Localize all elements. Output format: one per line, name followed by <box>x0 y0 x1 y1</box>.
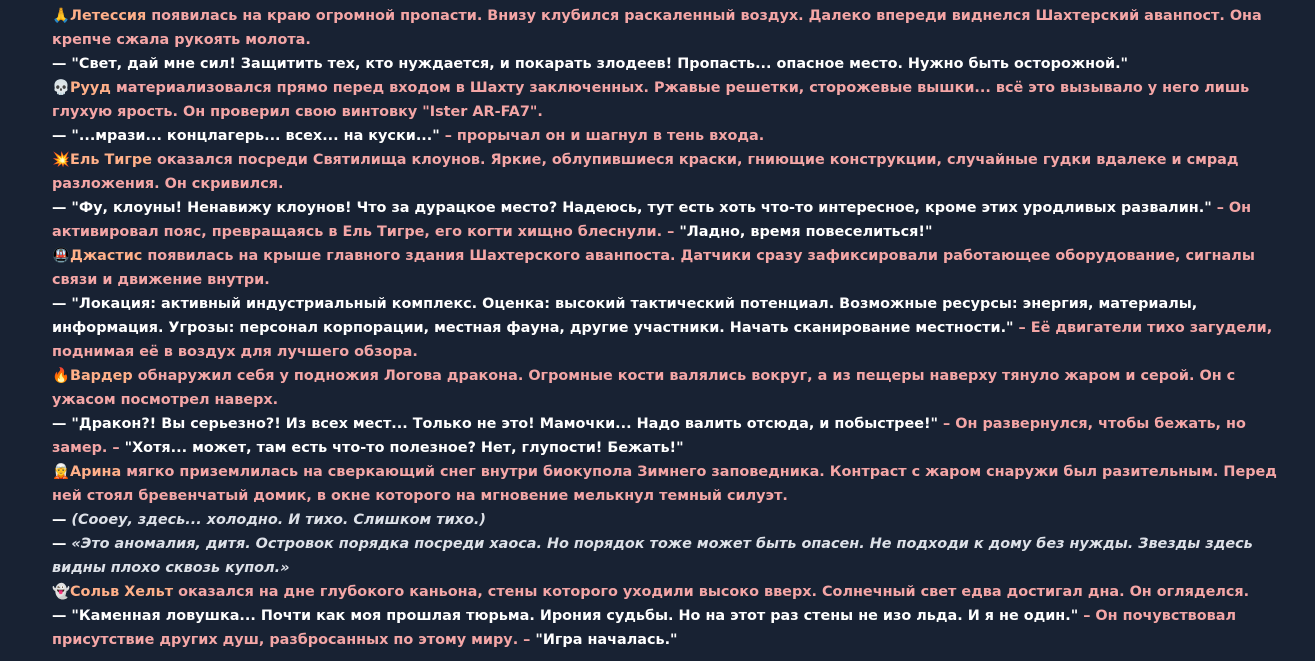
speech-text: — "...мрази... концлагерь... всех... на куски..." <box>52 128 440 144</box>
speech-text: — "Свет, дай мне сил! Защитить тех, кто нуждается, и покарать злодеев! Пропасть... опасное место. Нужно быть осторожной." <box>52 56 1129 72</box>
character-name: Летессия <box>70 8 147 24</box>
narration-text: обнаружил себя у подножия Логова дракона. Огромные кости валялись вокруг, а из пещеры наверху тянуло жаром и серой. Он с ужасом посмотрел наверх. <box>52 368 1236 408</box>
narration-text: – Он активировал пояс, превращаясь в Ель Тигре, его когти хищно блеснули. – <box>52 200 1252 240</box>
speech-text: — "Фу, клоуны! Ненавижу клоунов! Что за дурацкое место? Надеюсь, тут есть хоть что-то интересное, кроме этих уродливых развалин." <box>52 200 1212 216</box>
scrollbar[interactable] <box>1311 0 1315 661</box>
narration-text: появилась на крыше главного здания Шахтерского аванпоста. Датчики сразу зафиксировали работающее оборудование, сигналы связи и движение внутри. <box>52 248 1255 288</box>
elf-icon: 🧝 <box>52 464 70 480</box>
story-entry <box>52 76 1292 124</box>
story-entry <box>52 532 1292 580</box>
narration-text: – прорычал он и шагнул в тень входа. <box>439 128 765 144</box>
collision-icon: 💥 <box>52 152 70 168</box>
skull-icon: 💀 <box>52 80 70 96</box>
narration-text: появилась на краю огромной пропасти. Внизу клубился раскаленный воздух. Далеко впереди виднелся Шахтерский аванпост. Она крепче сжала рукоять молота. <box>52 8 1262 48</box>
story-entry <box>52 244 1292 292</box>
character-name: Арина <box>70 464 122 480</box>
story-entry <box>52 604 1292 652</box>
praying-hands-icon: 🙏 <box>52 8 70 24</box>
metro-icon: 🚇 <box>52 248 70 264</box>
ghost-icon: 👻 <box>52 584 70 600</box>
speech-text: "Игра началась." <box>535 632 678 648</box>
character-name: Джастис <box>70 248 143 264</box>
story-entry <box>52 52 1292 76</box>
narration-text: мягко приземлилась на сверкающий снег внутри биокупола Зимнего заповедника. Контраст с жаром снаружи был разительным. Перед ней стоял бревенчатый домик, в окне которого на мгновение мелькнул темный силуэт. <box>52 464 1277 504</box>
character-name: Рууд <box>70 80 111 96</box>
narration-text: оказался посреди Святилища клоунов. Яркие, облупившиеся краски, гниющие конструкции, случайные гудки вдалеке и смрад разложения. Он скривился. <box>52 152 1239 192</box>
character-name: Сольв Хельт <box>70 584 174 600</box>
story-entry <box>52 196 1292 244</box>
narration-text: – Он почувствовал присутствие других душ, разбросанных по этому миру. – <box>52 608 1237 648</box>
speech-text: — "Локация: активный индустриальный комплекс. Оценка: высокий тактический потенциал. Возможные ресурсы: энергия, материалы, информация. Угрозы: персонал корпорации, местная фауна, другие участники. Начать сканирование местности." <box>52 296 1198 336</box>
story-entry <box>52 364 1292 412</box>
thought-dash: — <box>52 512 72 528</box>
thought-dash: — <box>52 536 72 552</box>
character-name: Вардер <box>70 368 133 384</box>
narration-text: оказался на дне глубокого каньона, стены которого уходили высоко вверх. Солнечный свет едва достигал дна. Он огляделся. <box>178 584 1250 600</box>
story-entry <box>52 508 1292 532</box>
story-entry <box>52 124 1292 148</box>
story-entry <box>52 412 1292 460</box>
speech-text: "Ладно, время повеселиться!" <box>679 224 933 240</box>
narration-text: – Её двигатели тихо загудели, поднимая её в воздух для лучшего обзора. <box>52 320 1273 360</box>
story-log <box>52 4 1292 661</box>
story-entry <box>52 292 1292 364</box>
thought-text: (Сооеу, здесь... холодно. И тихо. Слишком тихо.) <box>71 512 486 528</box>
speech-text: "Хотя... может, там есть что-то полезное? Нет, глупости! Бежать!" <box>124 440 684 456</box>
thought-text: «Это аномалия, дитя. Островок порядка посреди хаоса. Но порядок тоже может быть опасен. Не подходи к дому без нужды. Звезды здесь видны плохо сквозь купол.» <box>52 536 1253 576</box>
story-entry <box>52 580 1292 604</box>
narration-text: – Он развернулся, чтобы бежать, но замер. – <box>52 416 1246 456</box>
story-entry <box>52 148 1292 196</box>
fire-icon: 🔥 <box>52 368 70 384</box>
story-entry <box>52 4 1292 52</box>
character-name: Ель Тигре <box>70 152 152 168</box>
speech-text: — "Дракон?! Вы серьезно?! Из всех мест... Только не это! Мамочки... Надо валить отсюда, и побыстрее!" <box>52 416 939 432</box>
story-entry <box>52 460 1292 508</box>
narration-text: материализовался прямо перед входом в Шахту заключенных. Ржавые решетки, сторожевые вышки... всё это вызывало у него лишь глухую ярость. Он проверил свою винтовку "Ister AR-FA7". <box>52 80 1250 120</box>
speech-text: — "Каменная ловушка... Почти как моя прошлая тюрьма. Ирония судьбы. Но на этот раз стены не изо льда. И я не один." <box>52 608 1079 624</box>
